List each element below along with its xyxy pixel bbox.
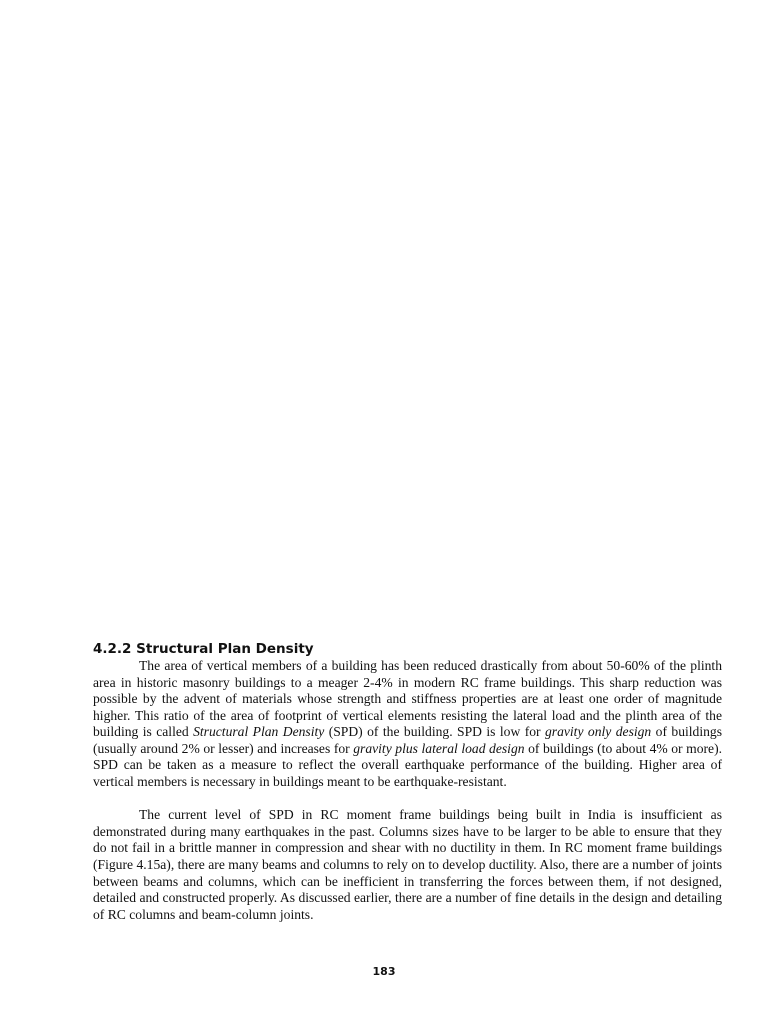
paragraph-text: (SPD) of the building. SPD is low for <box>324 724 545 740</box>
section-heading: 4.2.2 Structural Plan Density <box>93 641 314 657</box>
term-gravity-only-design: gravity only design <box>544 724 652 740</box>
paragraph <box>93 658 722 790</box>
paragraph-text: The area of vertical members of a building has been reduced drastically from about 50-60% of the plinth area in historic masonry buildings to a meager 2-4% in modern RC frame buildings. This sharp reduction was possible by the advent of materials whose strength and stiffness properties are at least one order of magnitude higher. This ratio of the area of footprint of vertical elements resisting the lateral load and the plinth area of the building is called <box>93 658 722 740</box>
page-content <box>93 640 722 923</box>
paragraph-text: of buildings (to about 4% or more). SPD can be taken as a measure to reflect the overall earthquake performance of the building. Higher area of vertical members is necessary in buildings meant to be earthquake-resistant. <box>93 740 722 789</box>
term-gravity-plus-lateral-load-design: gravity plus lateral load design <box>353 740 525 756</box>
paragraph-text: The current level of SPD in RC moment frame buildings being built in India is insufficient as demonstrated during many earthquakes in the past. Columns sizes have to be larger to be able to ensure that they do not fail in a brittle manner in compression and shear with no ductility in them. In RC moment frame buildings (Figure 4.15a), there are many beams and columns to rely on to develop ductility. Also, there are a number of joints between beams and columns, which can be inefficient in transferring the forces between them, if not designed, detailed and constructed properly. As discussed earlier, there are a number of fine details in the design and detailing of RC columns and beam-column joints. <box>93 807 722 922</box>
term-structural-plan-density: Structural Plan Density <box>193 724 325 740</box>
paragraph-text: of buildings (usually around 2% or lesser) and increases for <box>93 724 723 756</box>
page-number: 183 <box>372 965 396 978</box>
paragraph <box>93 807 722 923</box>
